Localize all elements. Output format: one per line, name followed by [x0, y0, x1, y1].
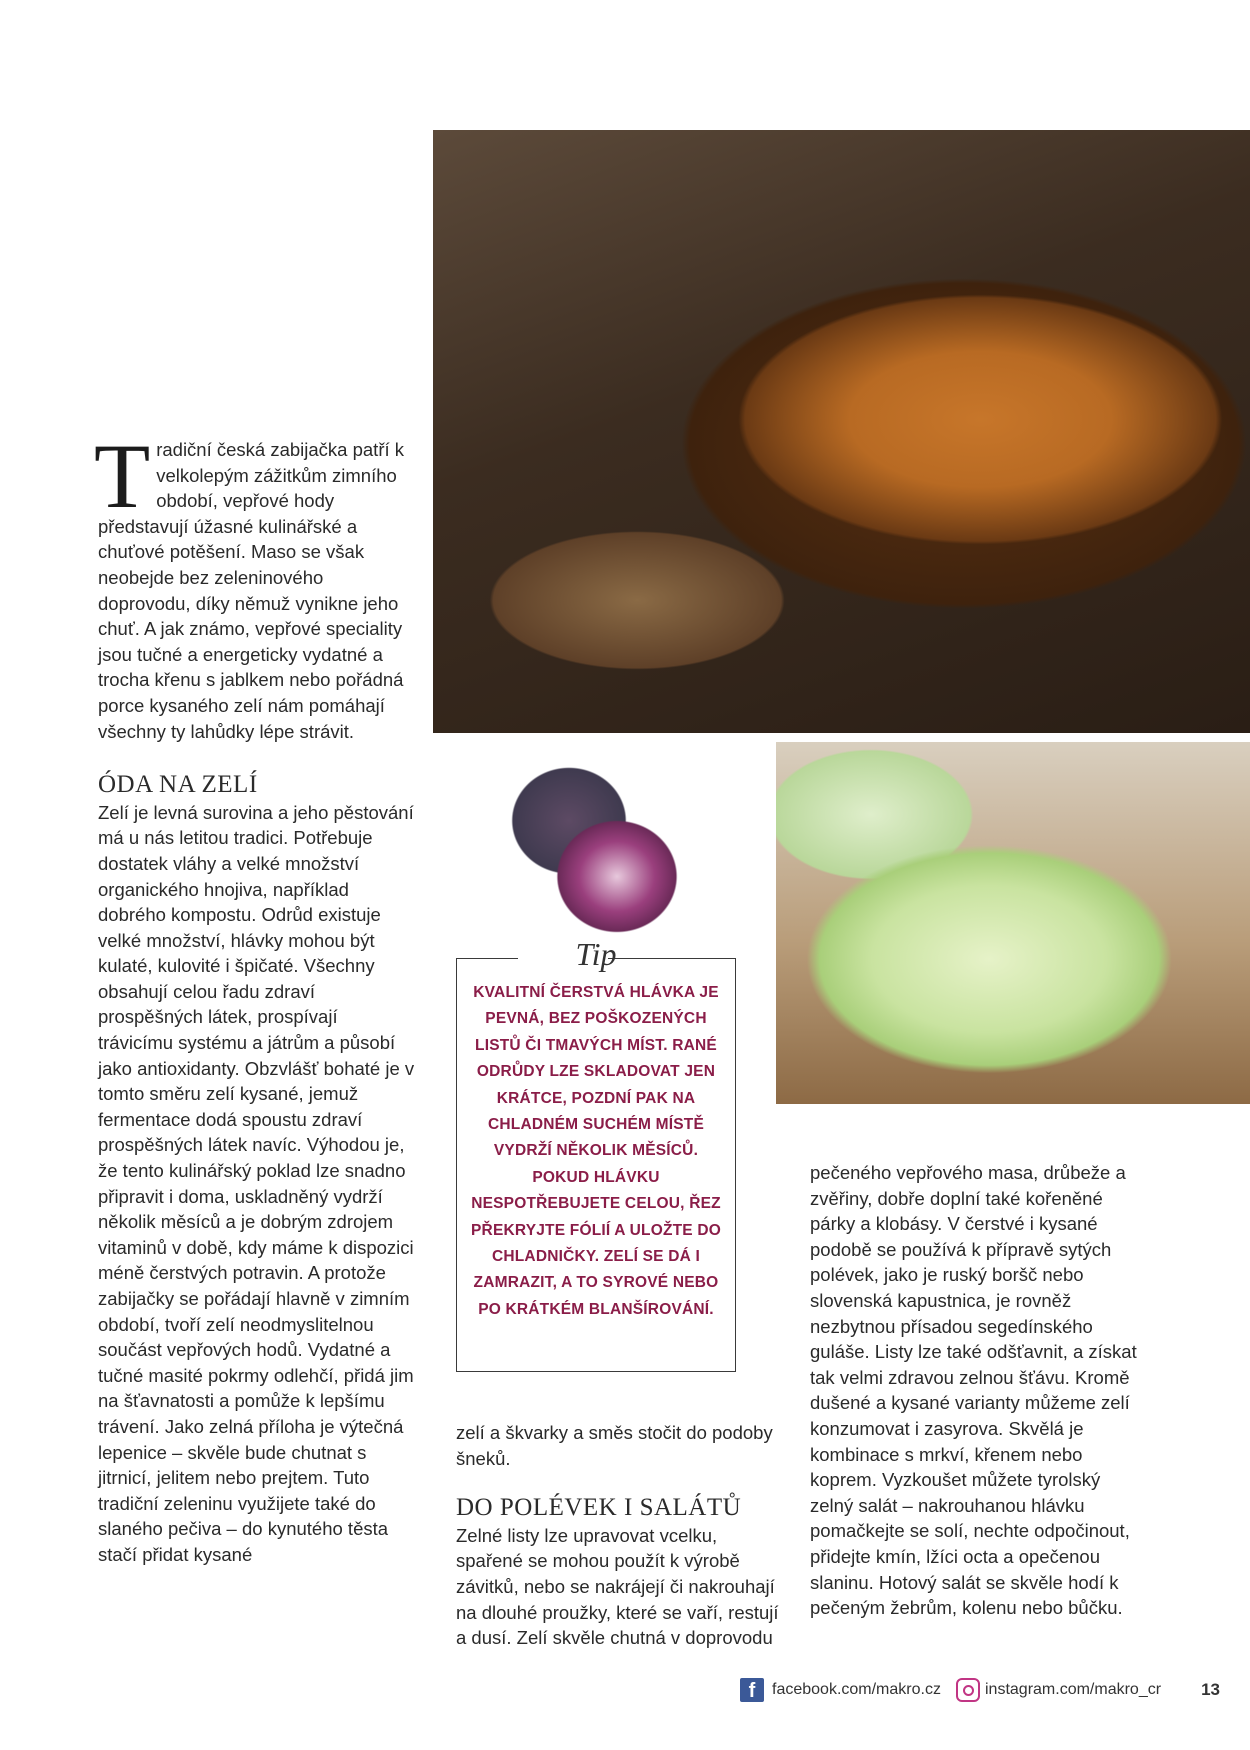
footer [740, 1678, 1220, 1708]
intro-paragraph: radiční česká zabijačka patří k velkolepým zážitkům zimního období, vepřové hody představují úžasné kulinářské a chuťové potěšení. Maso se však neobejde bez zeleninového doprovodu, díky němuž vynikne jeho chuť. A jak známo, vepřové speciality jsou tučné a energeticky vydatné a trocha křenu s jablkem nebo pořádná porce kysaného zelí nám pomáhají všechny ty lahůdky lépe strávit. [98, 439, 405, 742]
article-column-1 [94, 425, 416, 1568]
section1-paragraph: Zelí je levná surovina a jeho pěstování má u nás letitou tradici. Potřebuje dostatek vláhy a velké množství organického hnojiva, například dobrého kompostu. Odrůd existuje velké množství, hlávky mohou být kulaté, kulovité i špičaté. Všechny obsahují celou řadu zdraví prospěšných látek, prospívají trávicímu systému a játrům a působí jako antioxidanty. Obzvlášť bohaté je v tomto směru zelí kysané, jemuž fermentace dodá spoustu zdraví prospěšných látek navíc. Výhodou je, že tento kulinářský poklad lze snadno připravit i doma, uskladněný vydrží několik měsíců a je dobrým zdrojem vitaminů v době, kdy máme k dispozici méně čerstvých potravin. A protože zabijačky se pořádají hlavně v zimním období, tvoří zelí neodmyslitelnou součást vepřových hodů. Vydatné a tučné masité pokrmy odlehčí, přidá jim na šťavnatosti a pomůže k lepšímu trávení. Jako zelná příloha je výtečná lepenice – skvěle bude chutnat s jitrnicí, jelitem nebo prejtem. Tuto tradiční zeleninu využijete také do slaného pečiva – do kynutého těsta stačí přidat kysané [98, 801, 415, 1565]
article-column-2 [456, 1420, 786, 1651]
tip-text: KVALITNÍ ČERSTVÁ HLÁVKA JE PEVNÁ, BEZ POŠKOZENÝCH LISTŮ ČI TMAVÝCH MÍST. RANÉ ODRŮDY LZE SKLADOVAT JEN KRÁTCE, POZDNÍ PAK NA CHLADNÉM SUCHÉM MÍSTĚ VYDRŽÍ NĚKOLIK MĚSÍCŮ. POKUD HLÁVKU NESPOTŘEBUJETE CELOU, ŘEZ PŘEKRYJTE FÓLIÍ A ULOŽTE DO CHLADNIČKY. ZELÍ SE DÁ I ZAMRAZIT, A TO SYROVÉ NEBO PO KRÁTKÉM BLANŠÍROVÁNÍ. [471, 984, 721, 1318]
red-cabbage-photo [493, 750, 693, 936]
instagram-icon[interactable] [956, 1678, 980, 1702]
tip-box [456, 936, 736, 1372]
instagram-link[interactable]: instagram.com/makro_cr [985, 1681, 1162, 1698]
article-column-3 [810, 1160, 1140, 1621]
facebook-link[interactable]: facebook.com/makro.cz [772, 1681, 941, 1698]
shredded-cabbage-photo [776, 742, 1250, 1104]
section-heading-oda-na-zeli: ÓDA NA ZELÍ [98, 771, 258, 799]
section2-paragraph-col3: pečeného vepřového masa, drůbeže a zvěřiny, dobře doplní také kořeněné párky a klobásy. V čerstvé i kysané podobě se používá k přípravě sytých polévek, jako je ruský boršč nebo slovenská kapustnica, je rovněž nezbytnou přísadou segedínského guláše. Listy lze také odšťavnit, a získat tak velmi zdravou zelnou šťávu. Kromě dušené a kysané varianty můžeme zelí konzumovat i zasyrova. Skvělá je kombinace s mrkví, křenem nebo koprem. Vyzkoušet můžete tyrolský zelný salát – nakrouhanou hlávku pomačkejte se solí, nechte odpočinout, přidejte kmín, lžíci octa a opečenou slaninu. Hotový salát se skvěle hodí k pečeným žebrům, kolenu nebo bůčku. [810, 1162, 1137, 1619]
page-number: 13 [1201, 1680, 1220, 1699]
section-heading-do-polevek: DO POLÉVEK I SALÁTŮ [456, 1494, 742, 1522]
braised-sauerkraut-photo [433, 130, 1250, 733]
section2-paragraph-col2: Zelné listy lze upravovat vcelku, spařené se mohou použít k výrobě závitků, nebo se nakrájejí či nakrouhají na dlouhé proužky, které se vaří, restují a dusí. Zelí skvěle chutná v doprovodu [456, 1524, 779, 1649]
facebook-icon[interactable]: f [740, 1678, 764, 1702]
tip-title: Tip [575, 936, 617, 972]
section1-continuation: zelí a škvarky a směs stočit do podoby šneků. [456, 1422, 773, 1469]
drop-cap: T [94, 425, 151, 527]
